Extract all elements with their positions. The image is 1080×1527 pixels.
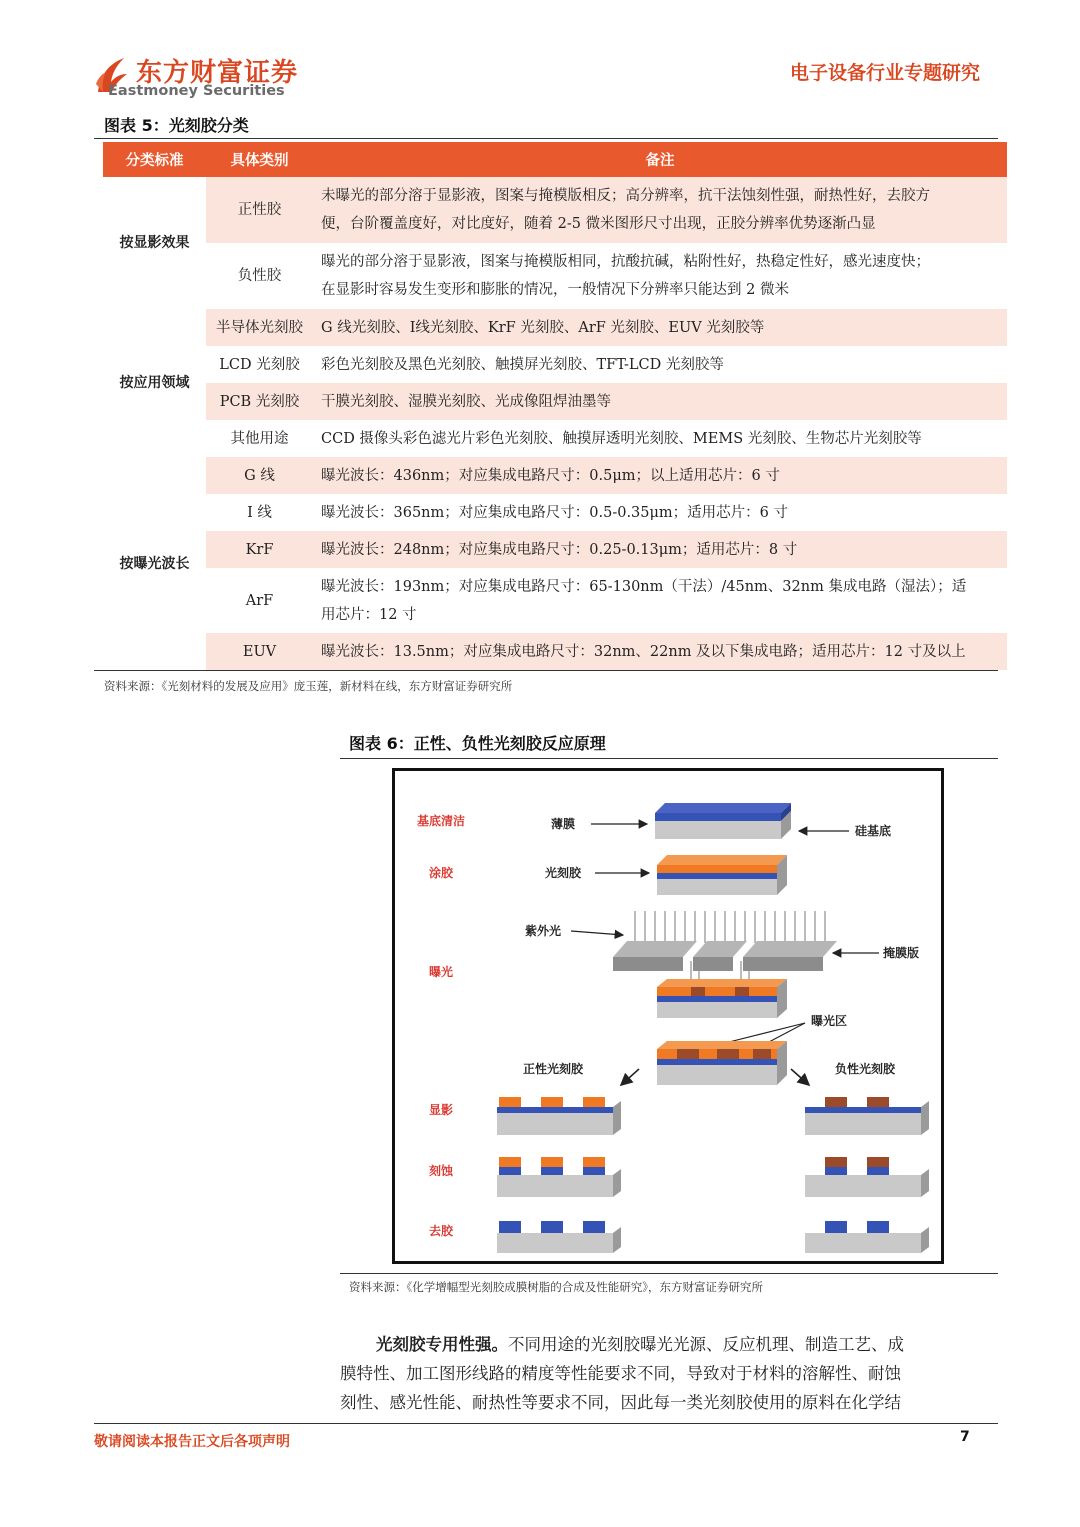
positive-resist-label: 正性光刻胶 <box>523 1062 584 1076</box>
category-cell: 按曝光波长 <box>103 457 206 670</box>
note-cell: 曝光波长：365nm；对应集成电路尺寸：0.5-0.35μm；适用芯片：6 寸 <box>313 494 1007 531</box>
paragraph-lead: 光刻胶专用性强。 <box>376 1335 508 1354</box>
report-type: 电子设备行业专题研究 <box>789 62 980 84</box>
note-cell: 彩色光刻胶及黑色光刻胶、触摸屏光刻胶、TFT-LCD 光刻胶等 <box>313 346 1007 383</box>
table-header-row <box>103 142 1007 177</box>
paragraph-line: 膜特性、加工图形线路的精度等性能要求不同，导致对于材料的溶解性、耐蚀 <box>340 1364 901 1383</box>
figure-bottom-rule <box>340 1273 998 1274</box>
figure6-title: 图表 6：正性、负性光刻胶反应原理 <box>349 734 606 753</box>
note-cell: 曝光波长：436nm；对应集成电路尺寸：0.5μm；以上适用芯片：6 寸 <box>313 457 1007 494</box>
table-row <box>103 383 1007 420</box>
table-row <box>103 494 1007 531</box>
cleaned-wafer-block <box>655 803 791 839</box>
silicon-substrate-label: 硅基底 <box>855 824 892 838</box>
type-cell: EUV <box>206 633 313 670</box>
table-row <box>103 633 1007 670</box>
positive-strip-block <box>497 1221 621 1253</box>
type-cell: 负性胶 <box>206 243 313 309</box>
title-rule <box>94 138 998 139</box>
table-row <box>103 531 1007 568</box>
step-label: 涂胶 <box>429 866 454 880</box>
uv-light-label: 紫外光 <box>525 924 562 938</box>
photoresist-principle-diagram <box>392 768 944 1264</box>
table-bottom-rule <box>94 670 998 671</box>
type-cell: ArF <box>206 568 313 633</box>
page-number: 7 <box>960 1429 970 1445</box>
table5-title: 图表 5：光刻胶分类 <box>104 116 249 135</box>
negative-resist-label: 负性光刻胶 <box>835 1062 896 1076</box>
type-cell: 其他用途 <box>206 420 313 457</box>
type-cell: PCB 光刻胶 <box>206 383 313 420</box>
arrow-icon <box>621 1069 639 1085</box>
negative-develop-block <box>805 1097 929 1135</box>
photoresist-classification-table <box>103 142 1007 670</box>
step-label: 基底清洁 <box>417 814 466 828</box>
table-row <box>103 243 1007 309</box>
arrow-icon <box>791 1069 809 1085</box>
footer-rule <box>94 1423 998 1424</box>
type-cell: 正性胶 <box>206 177 313 243</box>
exposed-zone-block <box>657 1041 787 1085</box>
col-header-note: 备注 <box>313 142 1007 177</box>
table5-source: 资料来源：《光刻材料的发展及应用》庞玉莲，新材料在线，东方财富证券研究所 <box>104 679 513 693</box>
coated-wafer-block <box>657 855 787 895</box>
note-cell: 曝光波长：248nm；对应集成电路尺寸：0.25-0.13μm；适用芯片：8 寸 <box>313 531 1007 568</box>
logo-text-cn: 东方财富证券 <box>136 58 299 88</box>
process-svg <box>395 771 941 1261</box>
logo-text-en: Eastmoney Securities <box>108 83 285 99</box>
table-row <box>103 457 1007 494</box>
col-header-criterion: 分类标准 <box>103 142 206 177</box>
note-cell: 曝光波长：13.5nm；对应集成电路尺寸：32nm、22nm 及以下集成电路；适用芯片：12 寸及以上 <box>313 633 1007 670</box>
negative-etch-block <box>805 1157 929 1197</box>
note-cell: 未曝光的部分溶于显影液，图案与掩模版相反；高分辨率，抗干法蚀刻性强，耐热性好，去胶方 便，台阶覆盖度好，对比度好，随着 2-5 微米图形尺寸出现，正胶分辨率优势逐渐凸显 <box>313 177 1007 243</box>
arrow-icon <box>571 931 623 935</box>
type-cell: G 线 <box>206 457 313 494</box>
step-label: 刻蚀 <box>429 1164 454 1178</box>
page-header <box>94 50 994 102</box>
table-row <box>103 420 1007 457</box>
step-label: 显影 <box>429 1103 454 1117</box>
col-header-type: 具体类别 <box>206 142 313 177</box>
type-cell: 半导体光刻胶 <box>206 309 313 346</box>
photoresist-label: 光刻胶 <box>545 866 582 880</box>
table-row <box>103 309 1007 346</box>
figure6-source: 资料来源：《化学增幅型光刻胶成膜树脂的合成及性能研究》，东方财富证券研究所 <box>349 1280 763 1294</box>
type-cell: KrF <box>206 531 313 568</box>
exposed-wafer-block <box>657 979 787 1018</box>
mask-plates <box>613 941 837 971</box>
disclaimer-note: 敬请阅读本报告正文后各项声明 <box>94 1434 290 1450</box>
paragraph-line: 刻性、感光性能、耐热性等要求不同，因此每一类光刻胶使用的原料在化学结 <box>340 1393 901 1412</box>
step-label: 去胶 <box>429 1224 454 1238</box>
note-cell: 干膜光刻胶、湿膜光刻胶、光成像阻焊油墨等 <box>313 383 1007 420</box>
note-cell: 曝光波长：193nm；对应集成电路尺寸：65-130nm（干法）/45nm、32nm 集成电路（湿法）；适 用芯片：12 寸 <box>313 568 1007 633</box>
category-cell: 按应用领域 <box>103 309 206 457</box>
note-cell: CCD 摄像头彩色滤光片彩色光刻胶、触摸屏透明光刻胶、MEMS 光刻胶、生物芯片光刻胶等 <box>313 420 1007 457</box>
table-row <box>103 177 1007 243</box>
table-row <box>103 346 1007 383</box>
pointer-line <box>725 1023 805 1043</box>
body-paragraph <box>340 1330 988 1417</box>
exposed-area-label: 曝光区 <box>811 1014 848 1028</box>
note-cell: G 线光刻胶、Ⅰ线光刻胶、KrF 光刻胶、ArF 光刻胶、EUV 光刻胶等 <box>313 309 1007 346</box>
category-cell: 按显影效果 <box>103 177 206 309</box>
positive-develop-block <box>497 1097 621 1135</box>
negative-strip-block <box>805 1221 929 1253</box>
paragraph-line: 不同用途的光刻胶曝光光源、反应机理、制造工艺、成 <box>508 1335 904 1354</box>
step-label: 曝光 <box>429 965 454 979</box>
table-row <box>103 568 1007 633</box>
type-cell: LCD 光刻胶 <box>206 346 313 383</box>
positive-etch-block <box>497 1157 621 1197</box>
thin-film-label: 薄膜 <box>551 817 576 831</box>
mask-label: 掩膜版 <box>883 946 920 960</box>
type-cell: I 线 <box>206 494 313 531</box>
note-cell: 曝光的部分溶于显影液，图案与掩模版相同，抗酸抗碱，粘附性好，热稳定性好，感光速度快； 在显影时容易发生变形和膨胀的情况，一般情况下分辨率只能达到 2 微米 <box>313 243 1007 309</box>
figure-title-rule <box>340 758 998 759</box>
pointer-line <box>767 1023 805 1043</box>
